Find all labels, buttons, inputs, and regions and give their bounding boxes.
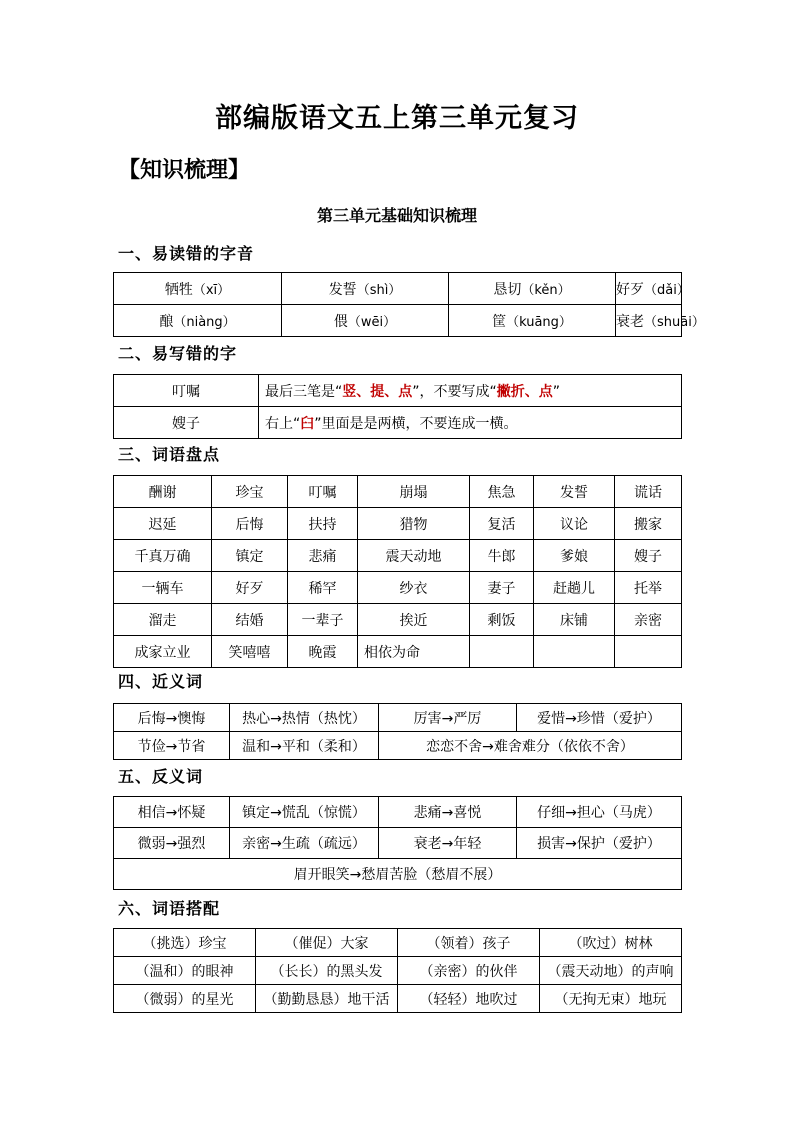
vocab-cell: 床铺 [534, 604, 615, 636]
page-title: 部编版语文五上第三单元复习 [215, 103, 579, 134]
pronunciation-cell: 酿（niàng） [114, 305, 282, 337]
collocations-table [113, 928, 682, 1013]
vocab-cell: 谎话 [615, 476, 682, 508]
collocation-cell: （领着）孩子 [398, 929, 540, 957]
vocab-cell: 纱衣 [358, 572, 470, 604]
vocab-cell: 镇定 [212, 540, 288, 572]
vocab-cell: 晚霞 [288, 636, 358, 668]
collocation-cell: （震天动地）的声响 [540, 957, 682, 985]
unit-subtitle: 第三单元基础知识梳理 [316, 206, 477, 225]
synonym-cell: 后悔→懊悔 [114, 704, 230, 732]
antonym-cell: 镇定→慌乱（惊慌） [230, 797, 379, 828]
collocation-cell: （温和）的眼神 [114, 957, 256, 985]
synonym-cell: 节俭→节省 [114, 732, 230, 760]
writing-table [113, 374, 682, 439]
vocab-cell: 后悔 [212, 508, 288, 540]
vocab-cell: 牛郎 [470, 540, 534, 572]
collocation-cell: （微弱）的星光 [114, 985, 256, 1013]
vocabulary-table [113, 475, 682, 668]
pronunciation-cell: 好歹（dǎi） [616, 273, 682, 305]
vocab-cell: 焦急 [470, 476, 534, 508]
vocab-cell: 挨近 [358, 604, 470, 636]
antonym-cell: 微弱→强烈 [114, 828, 230, 859]
synonyms-table [113, 703, 682, 760]
vocab-cell [470, 636, 534, 668]
collocation-cell: （吹过）树林 [540, 929, 682, 957]
pronunciation-cell: 偎（wēi） [282, 305, 449, 337]
antonym-cell: 仔细→担心（马虎） [517, 797, 682, 828]
collocation-cell: （勤勤恳恳）地干活 [256, 985, 398, 1013]
vocab-cell [534, 636, 615, 668]
vocab-cell: 一辆车 [114, 572, 212, 604]
collocation-cell: （挑选）珍宝 [114, 929, 256, 957]
antonym-cell: 相信→怀疑 [114, 797, 230, 828]
vocab-cell: 剩饭 [470, 604, 534, 636]
pronunciation-cell: 牺牲（xī） [114, 273, 282, 305]
collocation-cell: （长长）的黑头发 [256, 957, 398, 985]
vocab-cell: 崩塌 [358, 476, 470, 508]
vocab-cell: 搬家 [615, 508, 682, 540]
section-heading-pronunciation: 一、易读错的字音 [118, 244, 255, 263]
synonym-cell: 厉害→严厉 [379, 704, 517, 732]
antonym-cell: 眉开眼笑→愁眉苦脸（愁眉不展） [114, 859, 682, 890]
vocab-cell: 珍宝 [212, 476, 288, 508]
vocab-cell: 结婚 [212, 604, 288, 636]
vocab-cell: 悲痛 [288, 540, 358, 572]
vocab-cell: 赶趟儿 [534, 572, 615, 604]
writing-note: 最后三笔是“竖、提、点”，不要写成“撇折、点” [259, 375, 682, 407]
pronunciation-cell: 衰老（shuāi） [616, 305, 682, 337]
vocab-cell: 嫂子 [615, 540, 682, 572]
antonym-cell: 悲痛→喜悦 [379, 797, 517, 828]
vocab-cell: 爹娘 [534, 540, 615, 572]
pronunciation-cell: 恳切（kěn） [449, 273, 616, 305]
vocab-cell: 议论 [534, 508, 615, 540]
vocab-cell: 相依为命 [358, 636, 470, 668]
vocab-cell: 妻子 [470, 572, 534, 604]
vocab-cell: 迟延 [114, 508, 212, 540]
writing-word: 嫂子 [114, 407, 259, 439]
synonym-cell: 恋恋不舍→难舍难分（依依不舍） [379, 732, 682, 760]
antonym-cell: 损害→保护（爱护） [517, 828, 682, 859]
vocab-cell: 猎物 [358, 508, 470, 540]
vocab-cell: 酬谢 [114, 476, 212, 508]
vocab-cell: 溜走 [114, 604, 212, 636]
pronunciation-table [113, 272, 705, 337]
writing-note: 右上“臼”里面是是两横，不要连成一横。 [259, 407, 682, 439]
collocation-cell: （亲密）的伙伴 [398, 957, 540, 985]
collocation-cell: （催促）大家 [256, 929, 398, 957]
vocab-cell: 亲密 [615, 604, 682, 636]
section-heading-collocations: 六、词语搭配 [118, 899, 221, 918]
synonym-cell: 温和→平和（柔和） [230, 732, 379, 760]
vocab-cell: 发誓 [534, 476, 615, 508]
vocab-cell: 一辈子 [288, 604, 358, 636]
antonym-cell: 衰老→年轻 [379, 828, 517, 859]
collocation-cell: （无拘无束）地玩 [540, 985, 682, 1013]
vocab-cell: 千真万确 [114, 540, 212, 572]
vocab-cell: 复活 [470, 508, 534, 540]
section-heading-synonyms: 四、近义词 [118, 672, 204, 691]
collocation-cell: （轻轻）地吹过 [398, 985, 540, 1013]
vocab-cell: 成家立业 [114, 636, 212, 668]
synonym-cell: 爱惜→珍惜（爱护） [517, 704, 682, 732]
synonym-cell: 热心→热情（热忱） [230, 704, 379, 732]
section-heading-writing: 二、易写错的字 [118, 344, 238, 363]
knowledge-heading: 【知识梳理】 [118, 157, 251, 183]
vocab-cell: 稀罕 [288, 572, 358, 604]
section-heading-vocabulary: 三、词语盘点 [118, 445, 221, 464]
vocab-cell: 叮嘱 [288, 476, 358, 508]
vocab-cell: 托举 [615, 572, 682, 604]
vocab-cell: 笑嘻嘻 [212, 636, 288, 668]
vocab-cell: 扶持 [288, 508, 358, 540]
pronunciation-cell: 筐（kuāng） [449, 305, 616, 337]
section-heading-antonyms: 五、反义词 [118, 767, 204, 786]
antonym-cell: 亲密→生疏（疏远） [230, 828, 379, 859]
antonyms-table [113, 796, 682, 890]
vocab-cell [615, 636, 682, 668]
vocab-cell: 好歹 [212, 572, 288, 604]
vocab-cell: 震天动地 [358, 540, 470, 572]
writing-word: 叮嘱 [114, 375, 259, 407]
pronunciation-cell: 发誓（shì） [282, 273, 449, 305]
